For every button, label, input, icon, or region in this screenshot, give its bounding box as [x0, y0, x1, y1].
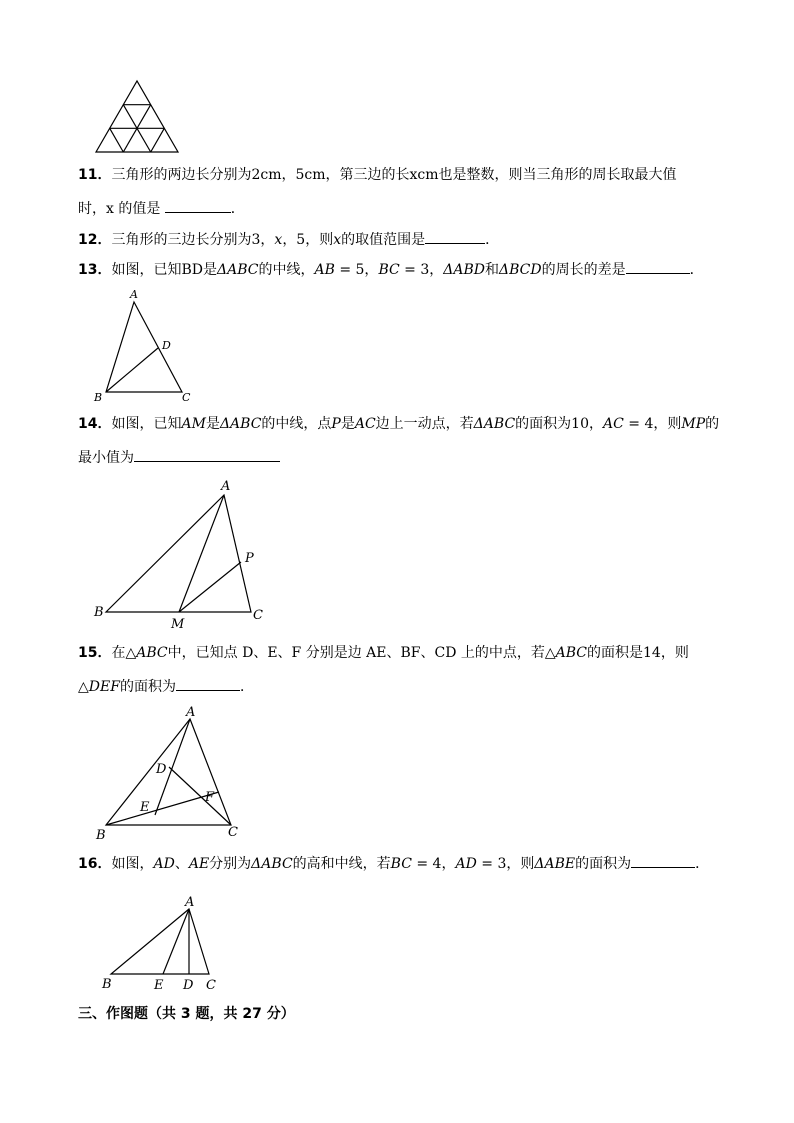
vertex-label: C: [228, 825, 238, 840]
math-expr: BC: [390, 856, 412, 872]
question-15-figure: [92, 700, 252, 844]
math-expr: AB: [314, 262, 335, 278]
question-13: [78, 259, 704, 279]
punctuation: ．: [485, 232, 500, 248]
math-expr: AC: [602, 416, 624, 432]
punctuation: ．: [239, 679, 254, 695]
math-expr: = 4，则: [623, 416, 682, 432]
question-14-figure: [88, 474, 278, 632]
question-text: 的面积为10，: [515, 416, 603, 432]
question-text: 边上一动点，若: [375, 416, 474, 432]
math-expr: ΔABC: [251, 856, 293, 872]
answer-blank[interactable]: [631, 853, 695, 868]
question-text: 的中线，: [258, 262, 315, 278]
vertex-label: C: [206, 978, 216, 993]
punctuation: ．: [230, 201, 245, 217]
answer-blank[interactable]: [134, 447, 280, 462]
math-expr: AD: [455, 856, 477, 872]
math-expr: ΔBCD: [498, 262, 542, 278]
math-expr: ABC: [555, 645, 588, 661]
math-expr: AM: [181, 416, 206, 432]
answer-blank[interactable]: [176, 676, 240, 691]
math-expr: AE: [188, 856, 210, 872]
vertex-label: A: [186, 705, 196, 720]
question-text: 的: [705, 416, 720, 432]
question-text: 时，x 的值是: [78, 201, 165, 217]
math-expr: = 3，: [399, 262, 444, 278]
question-text: 是: [205, 416, 220, 432]
vertex-label: F: [205, 790, 215, 805]
math-expr: ABC: [136, 645, 168, 661]
vertex-label: D: [162, 339, 171, 352]
vertex-label: B: [96, 828, 106, 843]
question-text: 在△: [111, 645, 137, 661]
math-expr: ΔABC: [217, 262, 259, 278]
math-expr: = 5，: [334, 262, 379, 278]
punctuation: ．: [695, 856, 710, 872]
question-12: [78, 229, 499, 249]
question-11-line-2: [78, 198, 245, 218]
answer-blank[interactable]: [626, 259, 690, 274]
question-text: 的面积为: [575, 856, 632, 872]
vertex-label: B: [94, 605, 104, 620]
vertex-label: E: [140, 800, 150, 815]
question-text: △: [78, 679, 89, 695]
answer-blank[interactable]: [165, 198, 231, 213]
question-text: 如图，已知BD是: [111, 262, 217, 278]
question-number: 14．: [78, 416, 112, 432]
math-var: x: [274, 232, 283, 248]
vertex-label: A: [130, 288, 138, 301]
math-expr: BC: [378, 262, 400, 278]
question-text: 最小值为: [78, 450, 134, 466]
vertex-label: B: [94, 391, 103, 404]
question-13-figure: [90, 286, 200, 404]
section-heading: 三、作图题（共 3 题，共 27 分）: [78, 1006, 295, 1022]
math-expr: ΔABC: [219, 416, 262, 432]
vertex-label: P: [245, 551, 254, 566]
question-number: 13．: [78, 262, 112, 278]
question-text: 的中线，点: [261, 416, 332, 432]
vertex-label: M: [171, 617, 185, 632]
question-text: 是: [340, 416, 355, 432]
vertex-label: E: [154, 978, 164, 993]
question-text: 如图，已知: [111, 416, 182, 432]
math-expr: AC: [354, 416, 376, 432]
math-expr: ΔABE: [534, 856, 576, 872]
question-text: 的面积是14，则: [587, 645, 689, 661]
vertex-label: D: [183, 978, 194, 993]
math-expr: = 3，则: [476, 856, 535, 872]
question-16: [78, 853, 709, 873]
math-expr: DEF: [88, 679, 120, 695]
triangle-grid-figure: [94, 79, 180, 155]
question-15-line-2: [78, 676, 254, 696]
question-text: ，5，则: [282, 232, 334, 248]
question-text: 的高和中线，若: [292, 856, 391, 872]
math-expr: P: [331, 416, 341, 432]
question-text: 的取值范围是: [341, 232, 426, 248]
question-number: 16．: [78, 856, 112, 872]
question-number: 11．: [78, 167, 112, 183]
question-number: 12．: [78, 232, 112, 248]
vertex-label: B: [102, 977, 112, 992]
question-text: 中，已知点 D、E、F 分别是边 AE、BF、CD 上的中点，若△: [167, 645, 556, 661]
answer-blank[interactable]: [425, 229, 485, 244]
math-var: x: [333, 232, 342, 248]
math-expr: ΔABD: [443, 262, 485, 278]
vertex-label: D: [156, 762, 167, 777]
question-16-figure: [96, 892, 226, 994]
question-text: 分别为: [209, 856, 252, 872]
punctuation: ．: [689, 262, 704, 278]
vertex-label: A: [221, 479, 231, 494]
question-text: 如图，: [111, 856, 154, 872]
vertex-label: A: [185, 895, 195, 910]
question-14-line-2: [78, 447, 280, 467]
question-14-line-1: [78, 415, 719, 433]
question-text: 的面积为: [119, 679, 176, 695]
vertex-label: C: [253, 608, 263, 623]
math-expr: = 4，: [411, 856, 456, 872]
question-number: 15．: [78, 645, 112, 661]
question-text: 的周长的差是: [541, 262, 626, 278]
math-expr: AD: [153, 856, 175, 872]
question-text: 、: [174, 856, 189, 872]
math-expr: ΔABC: [473, 416, 516, 432]
question-text: 三角形的三边长分别为3，: [111, 232, 275, 248]
question-text: 和: [484, 262, 499, 278]
math-expr: MP: [681, 416, 706, 432]
question-text: 三角形的两边长分别为2cm，5cm，第三边的长xcm也是整数，则当三角形的周长取最大值: [111, 167, 677, 183]
question-11-line-1: [78, 166, 677, 184]
question-15-line-1: [78, 644, 689, 662]
vertex-label: C: [182, 391, 191, 404]
